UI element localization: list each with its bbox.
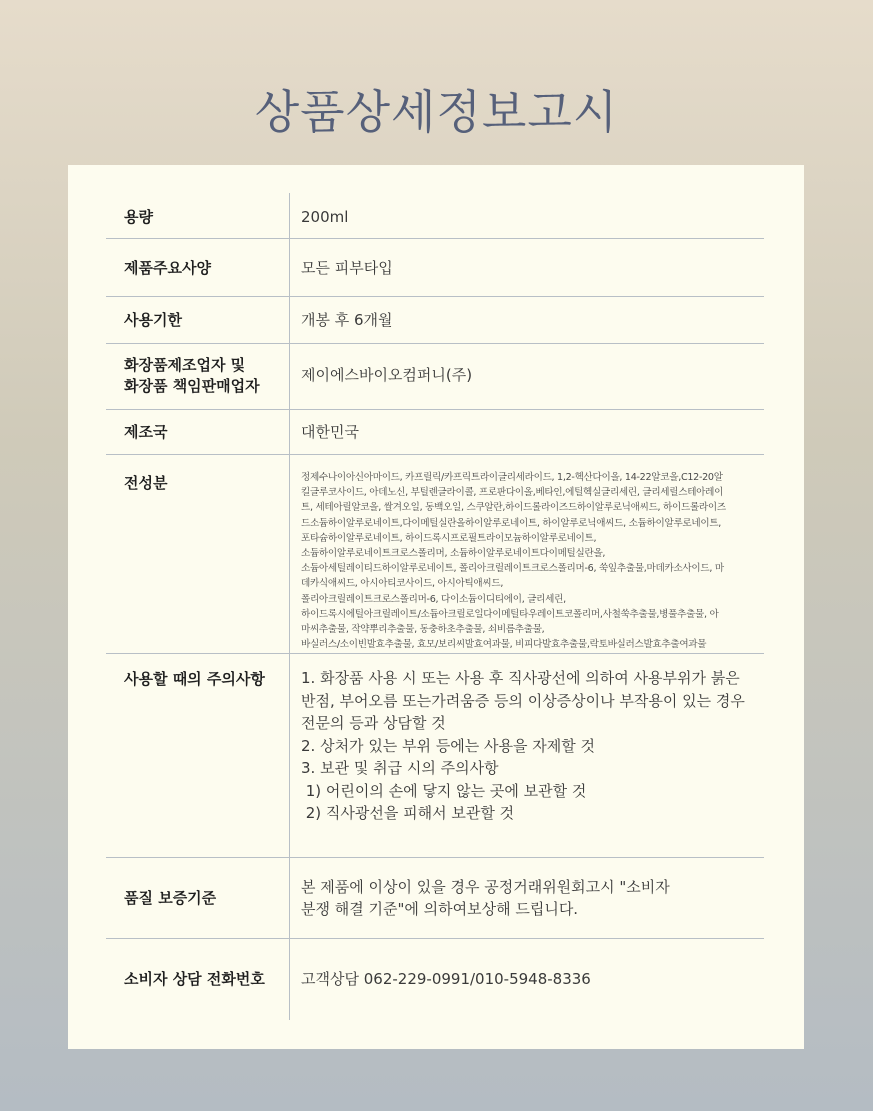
row-value: 개봉 후 6개월 [301, 311, 393, 329]
row-value: 본 제품에 이상이 있을 경우 공정거래위원회고시 "소비자 분쟁 해결 기준"에 의하여보상해 드립니다. [301, 878, 670, 918]
column-divider [289, 344, 290, 409]
column-divider [289, 654, 290, 857]
row-value: 제이에스바이오컴퍼니(주) [301, 366, 473, 384]
row-label: 제품주요사양 [124, 259, 211, 277]
row-value: 200ml [301, 208, 349, 226]
column-divider [289, 239, 290, 296]
table-row-country [106, 410, 764, 455]
column-divider [289, 455, 290, 653]
column-divider [289, 858, 290, 938]
product-info-table [106, 193, 764, 1020]
row-value: 모든 피부타입 [301, 259, 393, 277]
row-value: 대한민국 [301, 423, 359, 441]
table-row-contact [106, 939, 764, 1020]
column-divider [289, 939, 290, 1020]
row-label: 품질 보증기준 [124, 889, 217, 907]
cautions-text: 1. 화장품 사용 시 또는 사용 후 직사광선에 의하여 사용부위가 붉은 반점, 부어오름 또는가려움증 등의 이상증상이나 부작용이 있는 경우 전문의 등과 상담할 것 2. 상처가 있는 부위 등에는 사용을 자제할 것 3. 보관 및 취급 시의 주의사항 1) 어린이의 손에 닿지 않는 곳에 보관할 것 2) 직사광선을 피해서 보관할 것 [301, 669, 745, 822]
table-row-expiry [106, 297, 764, 344]
row-label: 화장품제조업자 및 화장품 책임판매업자 [124, 356, 260, 395]
row-label: 용량 [124, 208, 153, 226]
table-row-quality [106, 858, 764, 939]
table-row-manufacturer [106, 344, 764, 410]
row-label: 소비자 상담 전화번호 [124, 970, 265, 988]
column-divider [289, 193, 290, 238]
page-title: 상품상세정보고시 [254, 85, 619, 139]
table-row-cautions [106, 654, 764, 858]
ingredients-list: 정제수나이아신아마이드, 카프릴릭/카프릭트라이글리세라이드, 1,2-헥산다이올, 14-22알코올,C12-20알 킬글루코사이드, 아데노신, 부틸렌글라이콜, 프로판다이올,베타인,에틸헥실글리세린, 글리세릴스테아레이 트, 세테아릴알코올, 쌀겨오일, 동백오일, 스쿠알란,하이드롤라이즈드하이알루로닉애씨드, 하이드롤라이즈 드소듐하이알루로네이트,다이메틸실란올하이알루로네이트, 하이알루로닉애씨드, 소듐하이알루로네이트, 포타슘하이알루로네이트, 하이드록시프로필트라이모늄하이알루로네이트, 소듐하이알루로네이트크로스폴리머, 소듐하이알루로네이트다이메틸실란올, 소듐아세틸레이티드하이알루로네이트, 폴리아크릴레이트크로스폴리머-6, 쑥잎추출물,마데카소사이드, 마 데카식애씨드, 아시아티코사이드, 아시아틱애씨드, 폴리아크릴레이트크로스폴리머-6, 다이소듐이디티에이, 글리세린, 하이드록시에틸아크릴레이트/소듐아크릴로일다이메틸타우레이트코폴리머,사철쑥추출물,병풀추출물, 아 마씨추출물, 작약뿌리추출물, 동충하초추출물, 쇠비름추출물, 바실러스/소이빈발효추출물, 효모/보리씨발효여과물, 비피다발효추출물,락토바실러스발효추출여과물 [301, 472, 726, 651]
row-label: 전성분 [124, 474, 168, 492]
contact-phone: 고객상담 062-229-0991/010-5948-8336 [301, 970, 591, 988]
column-divider [289, 297, 290, 343]
row-label: 사용할 때의 주의사항 [124, 670, 265, 688]
column-divider [289, 410, 290, 454]
row-label: 사용기한 [124, 311, 182, 329]
table-row-capacity [106, 193, 764, 239]
table-row-ingredients [106, 455, 764, 654]
info-card [68, 165, 804, 1049]
row-label: 제조국 [124, 423, 168, 441]
table-row-spec [106, 239, 764, 297]
